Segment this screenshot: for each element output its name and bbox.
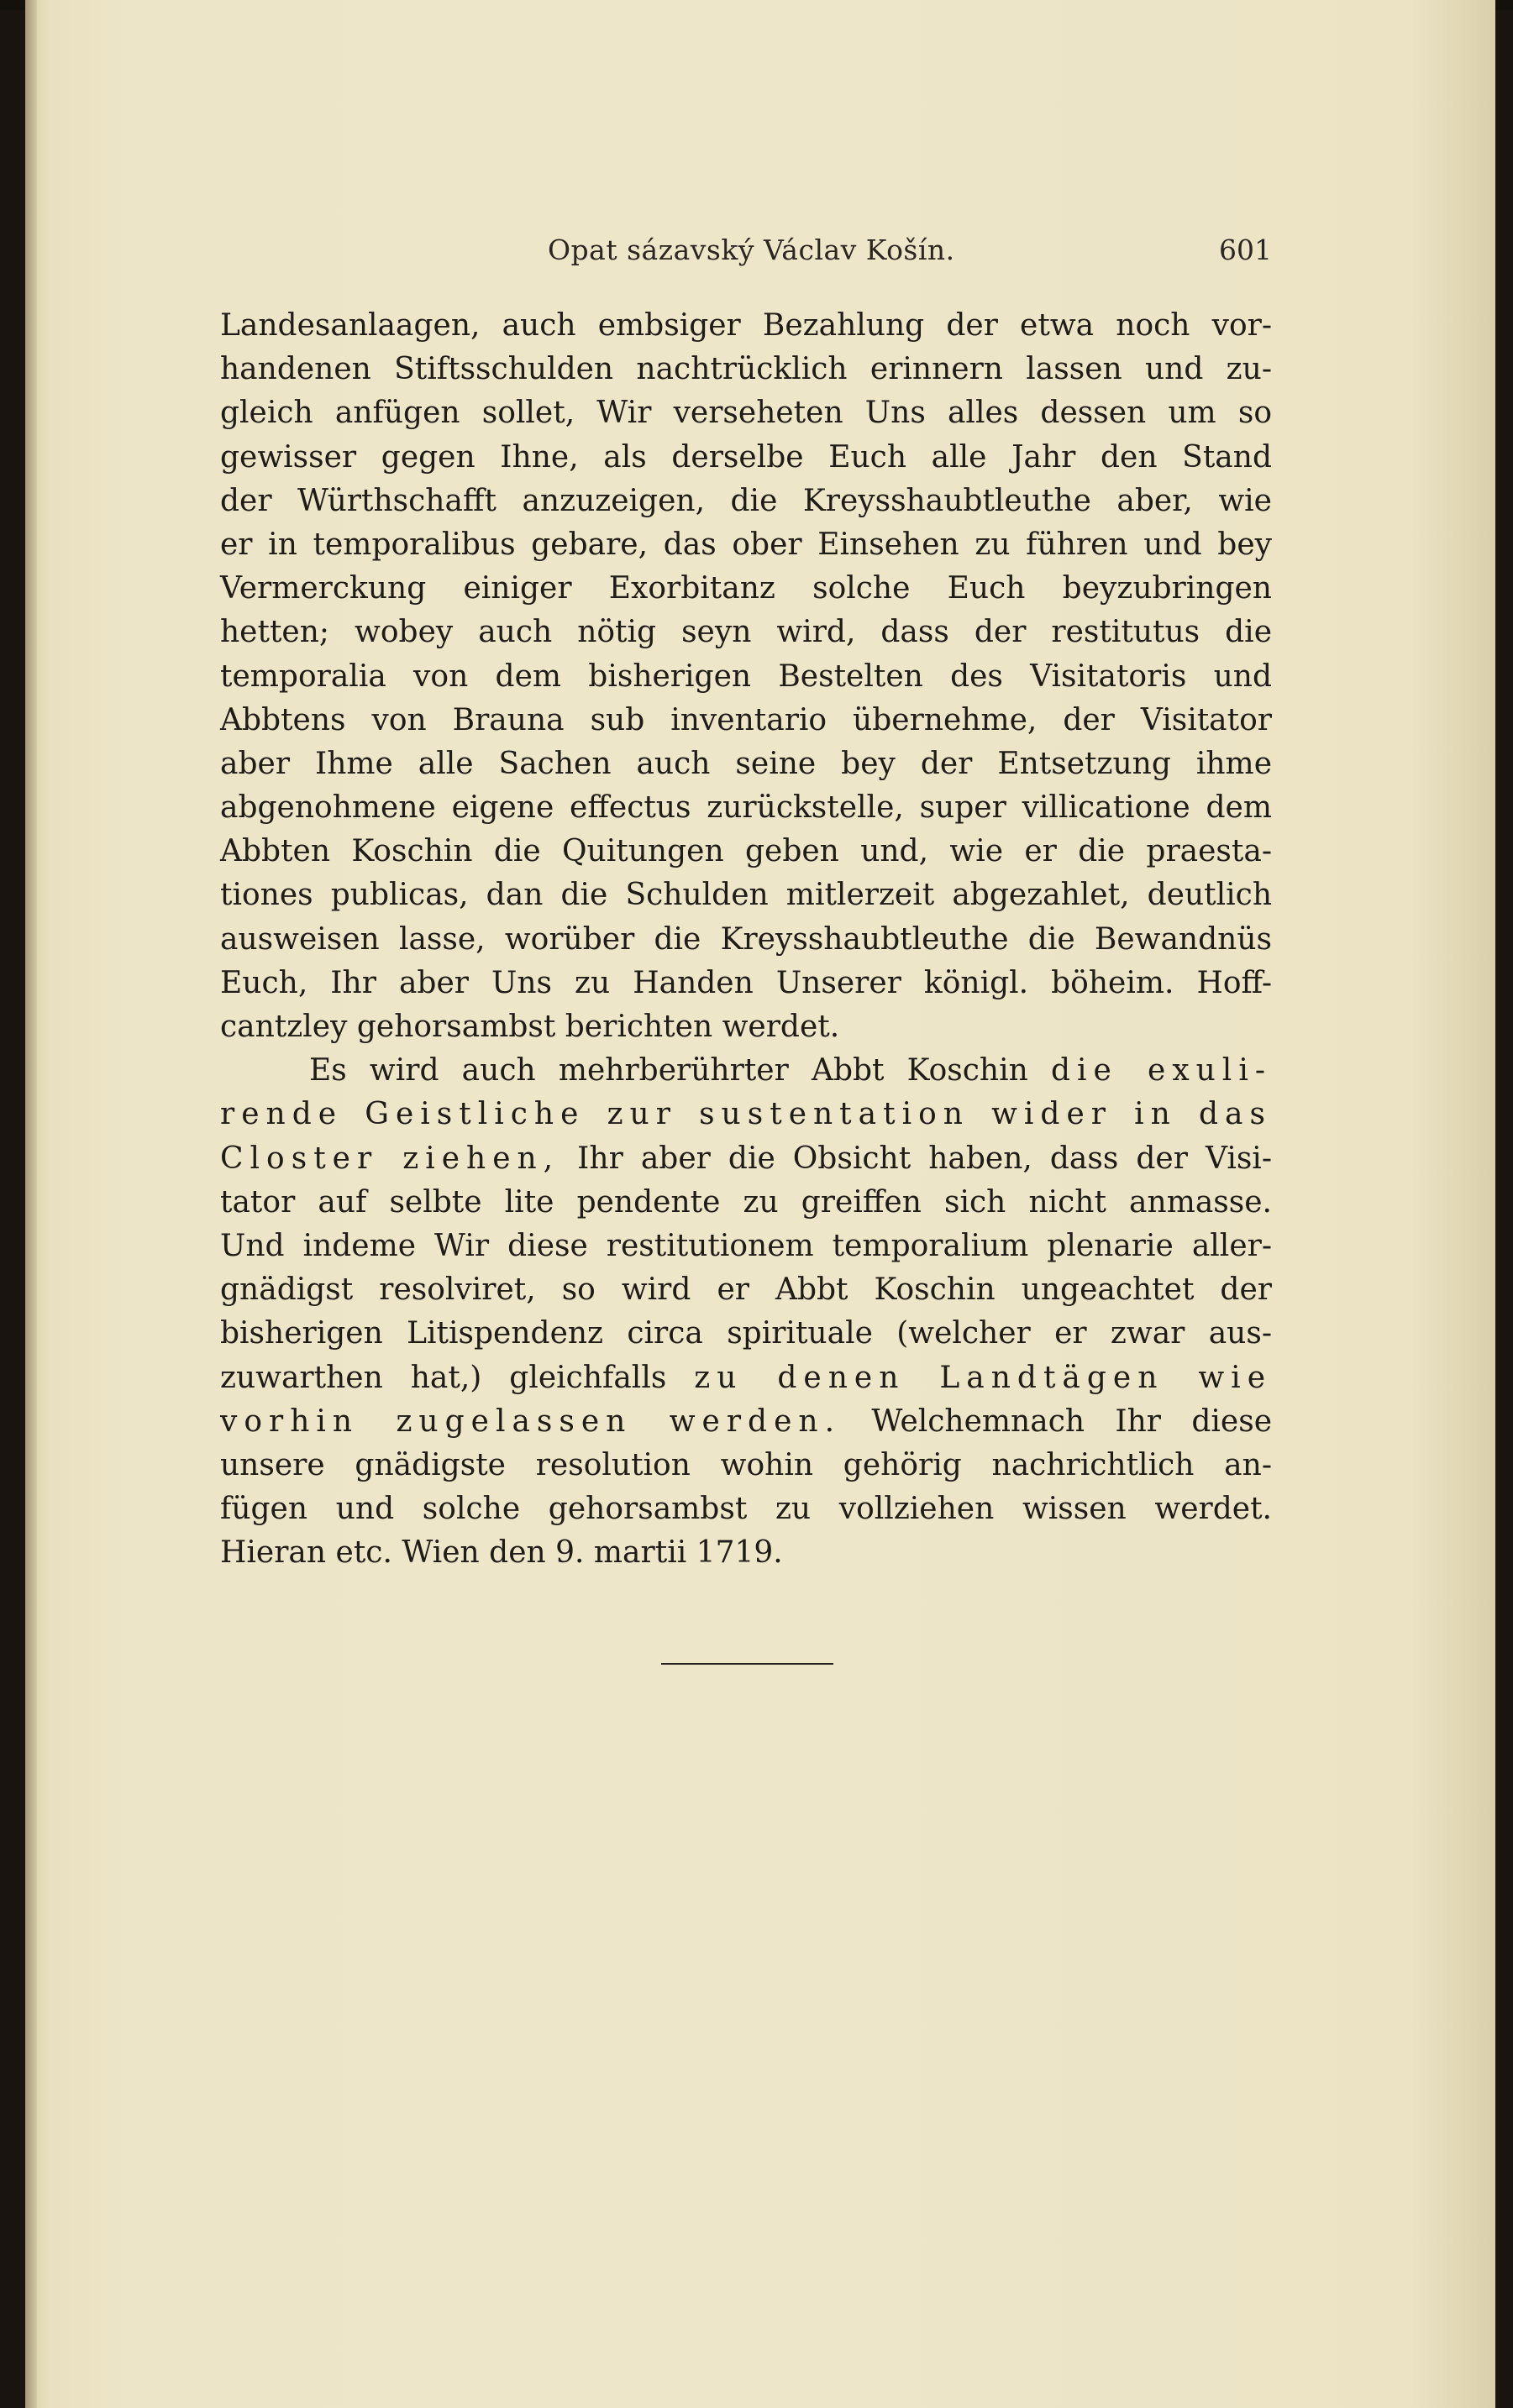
- text-line: zuwarthen hat,) gleichfalls zu denen Landtägen wie: [220, 1360, 1272, 1395]
- text-line: temporalia von dem bisherigen Bestelten des Visitatoris und: [220, 658, 1272, 694]
- text-line: unsere gnädigste resolution wohin gehörig nachrichtlich an-: [220, 1447, 1272, 1482]
- text-line: vorhin zugelassen werden. Welchemnach Ihr diese: [220, 1403, 1272, 1439]
- text-line: gnädigst resolviret, so wird er Abbt Koschin ungeachtet der: [220, 1272, 1272, 1308]
- text-line: abgenohmene eigene effectus zurückstelle, super villicatione dem: [220, 790, 1272, 826]
- text-line: gleich anfügen sollet, Wir verseheten Uns alles dessen um so: [220, 396, 1272, 431]
- text-line: er in temporalibus gebare, das ober Einsehen zu führen und bey: [220, 527, 1272, 562]
- running-title: Opat sázavský Václav Košín.: [548, 233, 955, 266]
- text-line: Euch, Ihr aber Uns zu Handen Unserer königl. böheim. Hoff-: [220, 965, 1272, 1000]
- text-line: tator auf selbte lite pendente zu greiffen sich nicht anmasse.: [220, 1184, 1272, 1220]
- text-line: tiones publicas, dan die Schulden mitlerzeit abgezahlet, deutlich: [220, 878, 1272, 913]
- text-line: hetten; wobey auch nötig seyn wird, dass der restitutus die: [220, 615, 1272, 650]
- running-head: [220, 233, 1272, 275]
- text-line: Abbten Koschin die Quitungen geben und, wie er die praesta-: [220, 834, 1272, 869]
- end-rule: [661, 1663, 833, 1665]
- text-line: ausweisen lasse, worüber die Kreysshaubtleuthe die Bewandnüs: [220, 921, 1272, 957]
- page-gutter-shadow: [25, 0, 37, 2408]
- text-line: aber Ihme alle Sachen auch seine bey der Entsetzung ihme: [220, 746, 1272, 781]
- spaced-emphasis: vorhin zugelassen werden.: [220, 1403, 842, 1439]
- paragraph: [220, 304, 1272, 1049]
- text-line: Vermerckung einiger Exorbitanz solche Euch beyzubringen: [220, 571, 1272, 606]
- spaced-emphasis: Closter ziehen,: [220, 1141, 560, 1176]
- text-line: Abbtens von Brauna sub inventario übernehme, der Visitator: [220, 702, 1272, 737]
- paragraph: [220, 1049, 1272, 1575]
- text-line: gewisser gegen Ihne, als derselbe Euch alle Jahr den Stand: [220, 439, 1272, 475]
- text-line: rende Geistliche zur sustentation wider in das: [220, 1097, 1272, 1132]
- text-line: handenen Stiftsschulden nachtrücklich erinnern lassen und zu-: [220, 352, 1272, 387]
- body-text: [220, 304, 1272, 1575]
- text-line: Hieran etc. Wien den 9. martii 1719.: [220, 1535, 783, 1571]
- text-line: bisherigen Litispendenz circa spirituale (welcher er zwar aus-: [220, 1316, 1272, 1351]
- text-line: cantzley gehorsambst berichten werdet.: [220, 1010, 840, 1044]
- page-number: 601: [1219, 233, 1272, 266]
- spaced-emphasis: die exuli-: [1050, 1053, 1273, 1089]
- text-line: fügen und solche gehorsambst zu vollziehen wissen werdet.: [220, 1492, 1272, 1527]
- text-line: Closter ziehen, Ihr aber die Obsicht haben, dass der Visi-: [220, 1141, 1272, 1176]
- text-line: der Würthschafft anzuzeigen, die Kreysshaubtleuthe aber, wie: [220, 483, 1272, 518]
- text-line: Landesanlaagen, auch embsiger Bezahlung der etwa noch vor-: [220, 308, 1272, 343]
- text-line: Und indeme Wir diese restitutionem temporalium plenarie aller-: [220, 1228, 1272, 1263]
- text-line: Es wird auch mehrberührter Abbt Koschin die exuli-: [309, 1053, 1273, 1089]
- spaced-emphasis: zu denen Landtägen wie: [694, 1360, 1272, 1395]
